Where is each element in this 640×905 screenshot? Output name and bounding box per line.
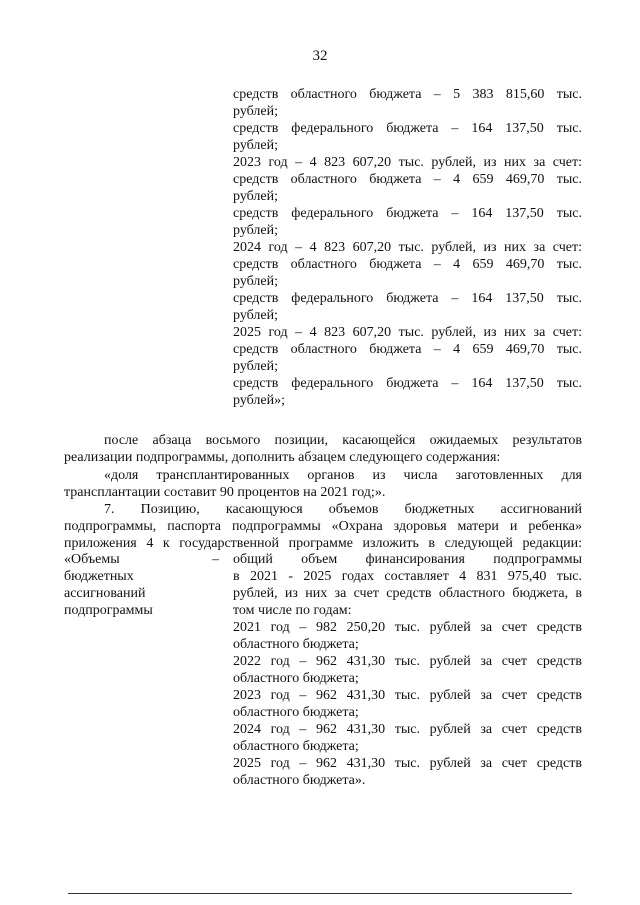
table-left-line: бюджетных: [64, 569, 134, 584]
table-right-line: 2025 год – 962 431,30 тыс. рублей за счет средств: [233, 756, 582, 771]
table-right-line: общий объем финансирования подпрограммы: [233, 552, 582, 567]
funding-line: средств областного бюджета – 4 659 469,70 тыс.: [233, 172, 582, 187]
funding-line: средств областного бюджета – 5 383 815,60 тыс.: [233, 87, 582, 102]
quote-paragraph-line-1: «доля трансплантированных органов из числа заготовленных для: [104, 468, 582, 483]
table-left-line: ассигнований: [64, 586, 146, 601]
funding-line: 2024 год – 4 823 607,20 тыс. рублей, из них за счет:: [233, 240, 582, 255]
item7-line-2: подпрограммы, паспорта подпрограммы «Охрана здоровья матери и ребенка»: [64, 519, 582, 534]
table-left-line: подпрограммы: [64, 603, 153, 618]
paragraph-after-line-2: реализации подпрограммы, дополнить абзацем следующего содержания:: [64, 450, 501, 465]
funding-line: средств федерального бюджета – 164 137,50 тыс.: [233, 376, 582, 391]
table-right-line: областного бюджета».: [233, 773, 366, 788]
table-right-line: областного бюджета;: [233, 671, 359, 686]
table-right-line: областного бюджета;: [233, 705, 359, 720]
table-right-line: том числе по годам:: [233, 603, 352, 618]
funding-line: средств федерального бюджета – 164 137,50 тыс.: [233, 291, 582, 306]
funding-line: средств областного бюджета – 4 659 469,70 тыс.: [233, 257, 582, 272]
table-left-line: «Объемы: [64, 552, 120, 567]
table-right-line: 2024 год – 962 431,30 тыс. рублей за счет средств: [233, 722, 582, 737]
funding-line: рублей;: [233, 104, 278, 119]
paragraph-after-line-1: после абзаца восьмого позиции, касающейся ожидаемых результатов: [104, 433, 582, 448]
funding-line: рублей;: [233, 138, 278, 153]
funding-line: средств областного бюджета – 4 659 469,70 тыс.: [233, 342, 582, 357]
table-right-line: областного бюджета;: [233, 739, 359, 754]
funding-line: рублей;: [233, 189, 278, 204]
table-right-line: 2022 год – 962 431,30 тыс. рублей за счет средств: [233, 654, 582, 669]
funding-line: рублей;: [233, 308, 278, 323]
table-right-line: 2023 год – 962 431,30 тыс. рублей за счет средств: [233, 688, 582, 703]
funding-line: рублей;: [233, 223, 278, 238]
funding-line: средств федерального бюджета – 164 137,50 тыс.: [233, 121, 582, 136]
footer-rule: [68, 893, 572, 894]
funding-line: рублей;: [233, 274, 278, 289]
item7-line-3: приложения 4 к государственной программе изложить в следующей редакции:: [64, 536, 582, 551]
quote-paragraph-line-2: трансплантации составит 90 процентов на 2021 год;».: [64, 485, 386, 500]
item7-line-1: 7. Позицию, касающуюся объемов бюджетных ассигнований: [104, 502, 582, 517]
funding-line: 2025 год – 4 823 607,20 тыс. рублей, из них за счет:: [233, 325, 582, 340]
page-number: 32: [312, 48, 328, 64]
funding-line: 2023 год – 4 823 607,20 тыс. рублей, из них за счет:: [233, 155, 582, 170]
funding-line: рублей;: [233, 359, 278, 374]
table-dash: –: [212, 552, 219, 567]
table-right-line: областного бюджета;: [233, 637, 359, 652]
funding-line: рублей»;: [233, 393, 285, 408]
table-right-line: рублей, из них за счет средств областного бюджета, в: [233, 586, 582, 601]
table-right-line: 2021 год – 982 250,20 тыс. рублей за счет средств: [233, 620, 582, 635]
table-right-line: в 2021 - 2025 годах составляет 4 831 975,40 тыс.: [233, 569, 582, 584]
funding-line: средств федерального бюджета – 164 137,50 тыс.: [233, 206, 582, 221]
